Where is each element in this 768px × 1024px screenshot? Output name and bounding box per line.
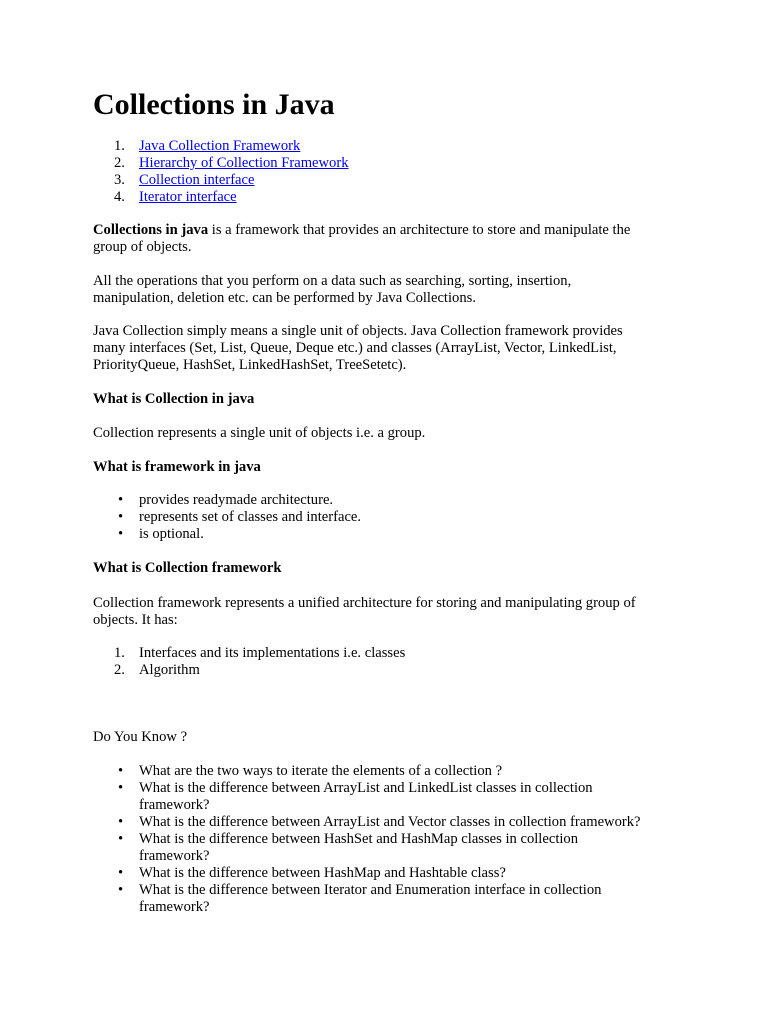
toc-link-java-collection-framework[interactable]: Java Collection Framework <box>139 138 301 154</box>
question-line: What is the difference between HashSet and HashMap classes in collection <box>139 831 579 847</box>
list-item <box>93 509 693 526</box>
list-number: 1. <box>114 645 125 661</box>
question-line: framework? <box>139 899 210 915</box>
toc-number: 4. <box>114 189 125 205</box>
question-item <box>93 865 693 882</box>
question-line: What is the difference between ArrayList and LinkedList classes in collection <box>139 780 593 796</box>
intro-text: is a framework that provides an architecture to store and manipulate the <box>208 222 631 238</box>
list-item <box>93 662 693 679</box>
question-item <box>93 831 693 865</box>
bullet-glyph: • <box>118 814 124 830</box>
list-item-text: Algorithm <box>139 662 200 678</box>
toc-item <box>93 172 693 189</box>
framework-components-list <box>93 645 693 679</box>
bullet-glyph: • <box>118 865 124 881</box>
bullet-glyph: • <box>118 763 124 779</box>
toc-link-hierarchy[interactable]: Hierarchy of Collection Framework <box>139 155 349 171</box>
question-item <box>93 763 693 780</box>
definition-paragraph <box>93 323 693 374</box>
toc-number: 2. <box>114 155 125 171</box>
paragraph-line: Collection framework represents a unified architecture for storing and manipulating group of <box>93 595 636 611</box>
paragraph-line: manipulation, deletion etc. can be performed by Java Collections. <box>93 290 476 306</box>
list-item <box>93 526 693 543</box>
do-you-know-heading: Do You Know ? <box>93 729 188 745</box>
operations-paragraph <box>93 273 693 307</box>
intro-text-line2: group of objects. <box>93 239 192 255</box>
toc-item <box>93 138 693 155</box>
list-item-text: Interfaces and its implementations i.e. classes <box>139 645 406 661</box>
toc-link-collection-interface[interactable]: Collection interface <box>139 172 255 188</box>
list-item <box>93 645 693 662</box>
paragraph-line: many interfaces (Set, List, Queue, Deque etc.) and classes (ArrayList, Vector, LinkedList, <box>93 340 617 356</box>
page-title: Collections in Java <box>93 88 335 121</box>
intro-paragraph <box>93 222 693 256</box>
question-item <box>93 780 693 814</box>
question-text <box>139 780 593 814</box>
list-number: 2. <box>114 662 125 678</box>
toc-number: 3. <box>114 172 125 188</box>
paragraph-line: All the operations that you perform on a data such as searching, sorting, insertion, <box>93 273 572 289</box>
question-item <box>93 882 693 916</box>
section-heading-collection: What is Collection in java <box>93 391 255 407</box>
question-item <box>93 814 693 831</box>
question-line: What is the difference between Iterator and Enumeration interface in collection <box>139 882 602 898</box>
question-text: What are the two ways to iterate the elements of a collection ? <box>139 763 503 779</box>
question-text: What is the difference between ArrayList and Vector classes in collection framework? <box>139 814 641 830</box>
toc-link-iterator-interface[interactable]: Iterator interface <box>139 189 237 205</box>
paragraph-line: PriorityQueue, HashSet, LinkedHashSet, TreeSetetc). <box>93 357 407 373</box>
collection-framework-paragraph <box>93 595 693 629</box>
list-item-text: provides readymade architecture. <box>139 492 334 508</box>
list-item-text: is optional. <box>139 526 204 542</box>
framework-bullet-list <box>93 492 693 543</box>
intro-bold-term: Collections in java <box>93 222 209 238</box>
bullet-glyph: • <box>118 780 124 796</box>
bullet-glyph: • <box>118 831 124 847</box>
questions-list <box>93 763 693 916</box>
bullet-glyph: • <box>118 882 124 898</box>
question-text <box>139 831 578 865</box>
section-heading-collection-framework: What is Collection framework <box>93 560 282 576</box>
paragraph-line: Java Collection simply means a single unit of objects. Java Collection framework provides <box>93 323 623 339</box>
list-item <box>93 492 693 509</box>
list-item-text: represents set of classes and interface. <box>139 509 362 525</box>
section-heading-framework: What is framework in java <box>93 459 261 475</box>
bullet-glyph: • <box>118 509 124 525</box>
question-line: framework? <box>139 797 210 813</box>
toc-number: 1. <box>114 138 125 154</box>
toc-item <box>93 189 693 206</box>
paragraph-line: objects. It has: <box>93 612 178 628</box>
question-text: What is the difference between HashMap and Hashtable class? <box>139 865 506 881</box>
bullet-glyph: • <box>118 492 124 508</box>
toc-item <box>93 155 693 172</box>
bullet-glyph: • <box>118 526 124 542</box>
question-text <box>139 882 601 916</box>
toc-list <box>93 138 693 206</box>
question-line: framework? <box>139 848 210 864</box>
collection-definition: Collection represents a single unit of objects i.e. a group. <box>93 425 426 441</box>
